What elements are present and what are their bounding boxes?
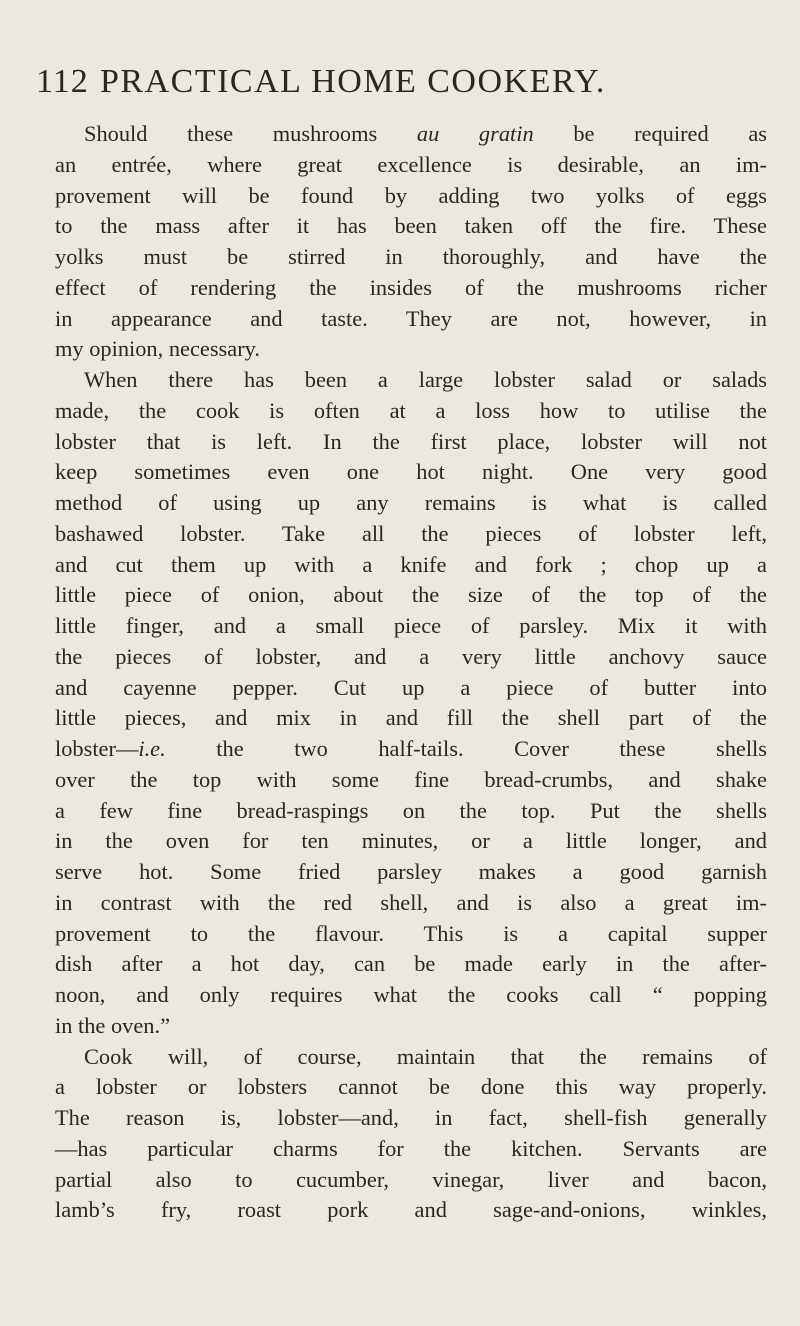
text-line: little finger, and a small piece of parsley. Mix it with: [55, 613, 767, 638]
text-line: an entrée, where great excellence is desirable, an im-: [55, 151, 767, 177]
text-line: dish after a hot day, can be made early in the after-: [55, 951, 767, 977]
text-line: and cayenne pepper. Cut up a piece of butter into: [55, 674, 767, 700]
text-line: provement will be found by adding two yolks of eggs: [55, 182, 767, 208]
paragraph: [55, 365, 767, 1042]
text-line: in appearance and taste. They are not, however, in: [55, 305, 767, 331]
text-line: Should these mushrooms au gratin be required as: [84, 121, 767, 146]
text-line: lobster—i.e. the two half-tails. Cover these shells: [55, 736, 767, 761]
text-line: provement to the flavour. This is a capital supper: [55, 920, 767, 946]
text-line: a lobster or lobsters cannot be done this way properly.: [55, 1074, 767, 1100]
text-line: yolks must be stirred in thoroughly, and have the: [55, 244, 767, 269]
page-number: 112: [36, 63, 89, 100]
text-line: lamb’s fry, roast pork and sage-and-onions, winkles,: [55, 1197, 767, 1223]
text-line: to the mass after it has been taken off the fire. These: [55, 213, 767, 239]
text-line: Cook will, of course, maintain that the remains of: [84, 1043, 767, 1069]
body-text: [55, 119, 767, 1226]
text-line: The reason is, lobster—and, in fact, shell-fish generally: [55, 1105, 767, 1130]
text-line: noon, and only requires what the cooks call “ popping: [55, 982, 767, 1007]
text-line: the pieces of lobster, and a very little anchovy sauce: [55, 643, 767, 669]
text-line: effect of rendering the insides of the mushrooms richer: [55, 274, 767, 300]
italic-phrase: au gratin: [416, 121, 534, 146]
text-line: When there has been a large lobster salad or salads: [84, 367, 767, 392]
page-header: [36, 60, 736, 104]
text-line: and cut them up with a knife and fork ; chop up a: [55, 551, 767, 577]
text-line: in the oven for ten minutes, or a little longer, and: [55, 828, 767, 854]
text-line: —has particular charms for the kitchen. Servants are: [55, 1135, 767, 1161]
running-title: PRACTICAL HOME COOKERY.: [100, 63, 606, 100]
text-line: over the top with some fine bread-crumbs, and shake: [55, 766, 767, 792]
italic-phrase: i.e.: [138, 736, 166, 761]
text-line: little piece of onion, about the size of the top of the: [55, 582, 767, 608]
text-line: partial also to cucumber, vinegar, liver and bacon,: [55, 1166, 767, 1192]
paragraph: [55, 1042, 767, 1227]
text-line: little pieces, and mix in and fill the shell part of the: [55, 705, 767, 731]
text-line: serve hot. Some fried parsley makes a good garnish: [55, 859, 767, 884]
text-line: keep sometimes even one hot night. One very good: [55, 459, 767, 485]
text-line: lobster that is left. In the first place, lobster will not: [55, 428, 767, 454]
text-line: in contrast with the red shell, and is also a great im-: [55, 889, 767, 915]
paragraph: [55, 119, 767, 365]
text-line: bashawed lobster. Take all the pieces of lobster left,: [55, 520, 767, 546]
text-line: my opinion, necessary.: [55, 336, 260, 362]
text-line: made, the cook is often at a loss how to utilise the: [55, 397, 767, 423]
text-line: method of using up any remains is what is called: [55, 490, 767, 515]
text-line: in the oven.”: [55, 1012, 171, 1038]
text-line: a few fine bread-raspings on the top. Put the shells: [55, 797, 767, 823]
